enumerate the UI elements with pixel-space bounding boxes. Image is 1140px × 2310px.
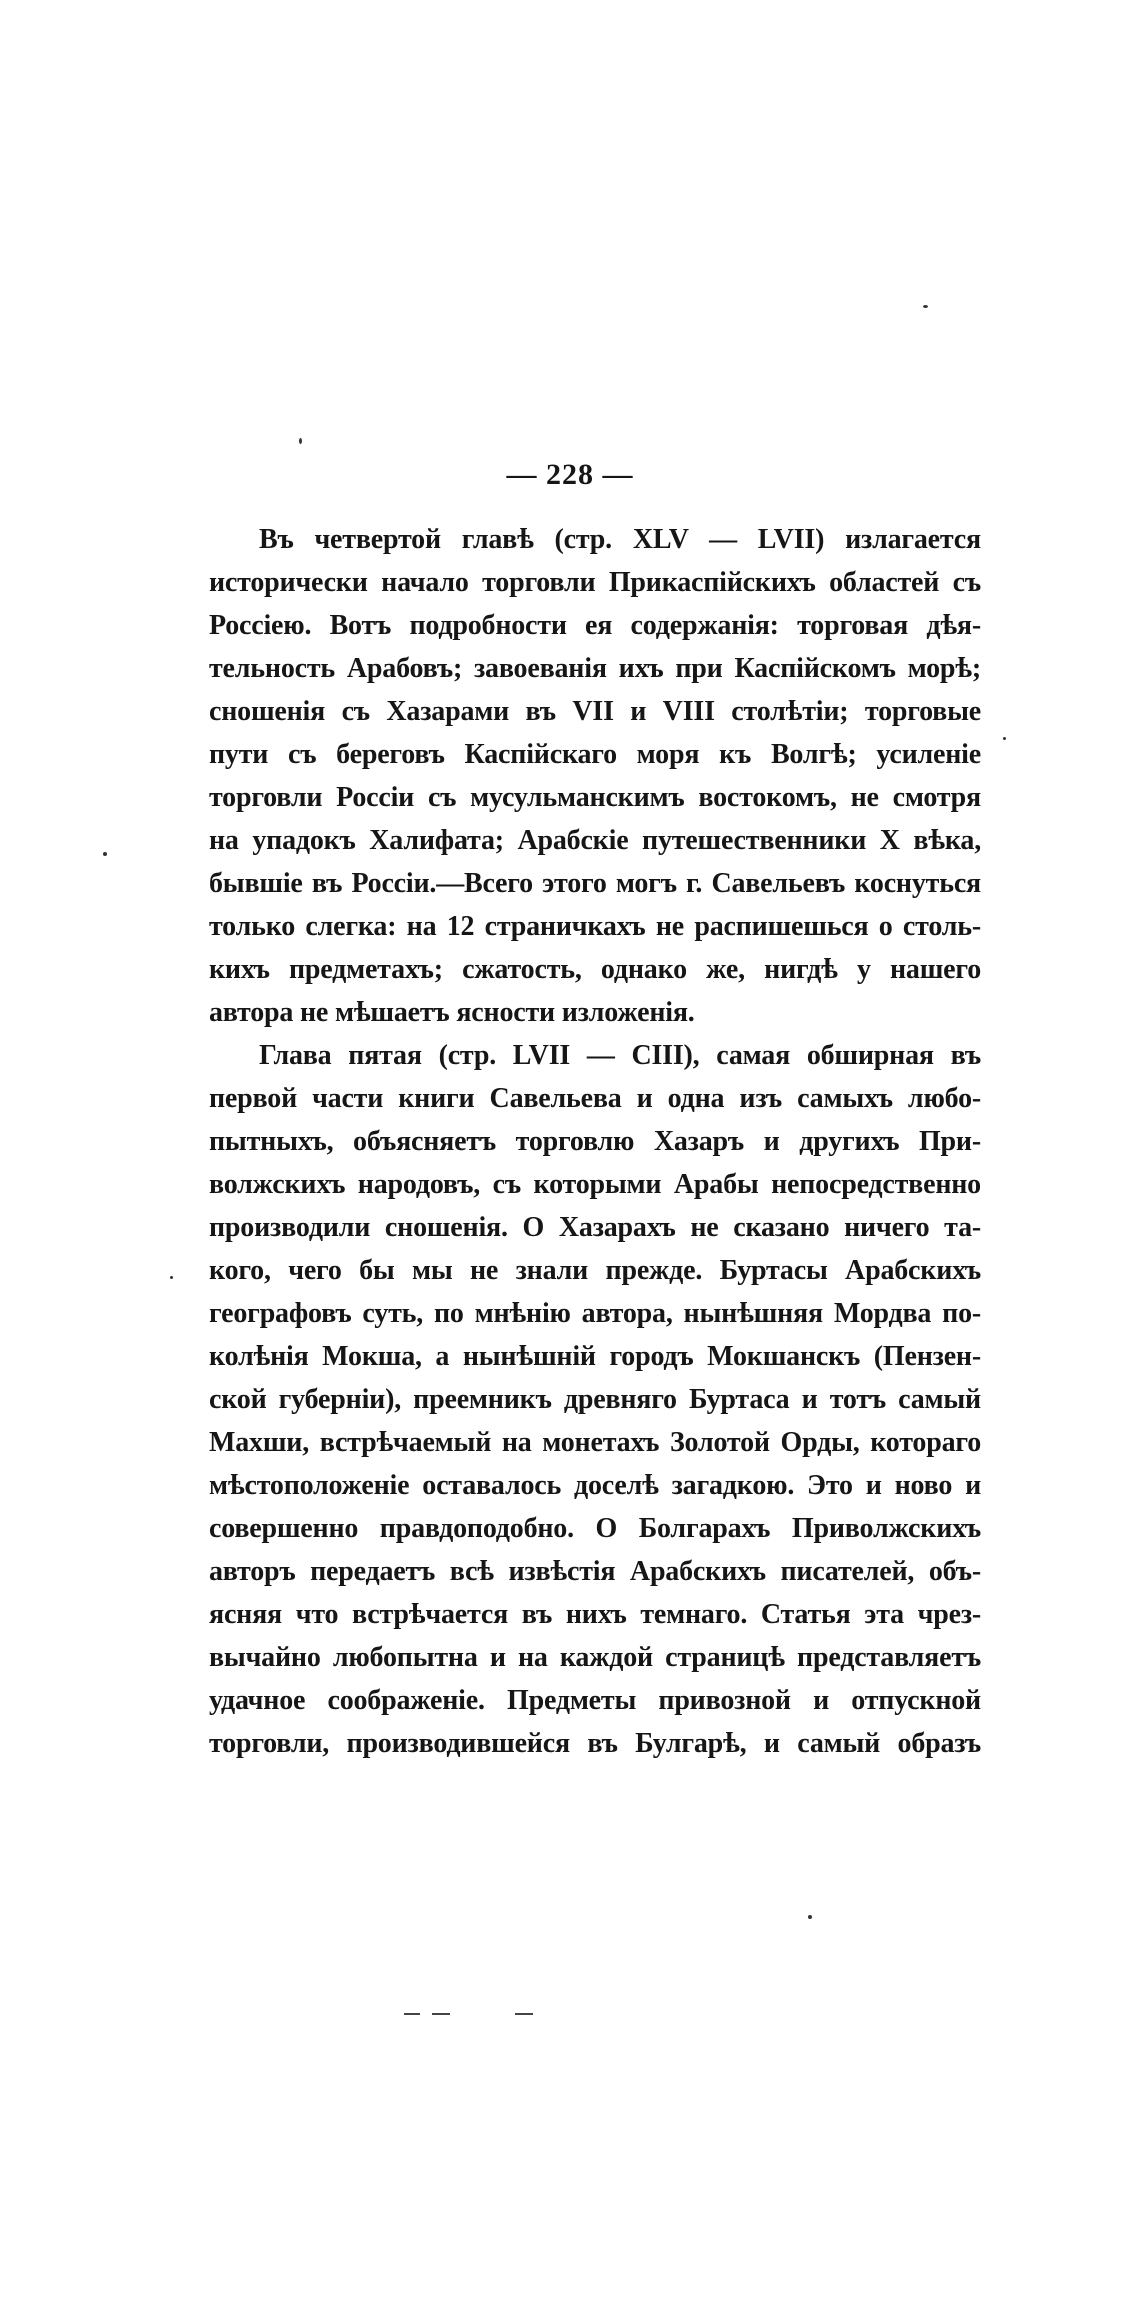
text-line: Махши, встрѣчаемый на монетахъ Золотой Орды, котораго xyxy=(209,1427,981,1458)
text-line: авторъ передаетъ всѣ извѣстія Арабскихъ писателей, объ- xyxy=(209,1556,981,1587)
text-line: кого, чего бы мы не знали прежде. Буртасы Арабскихъ xyxy=(209,1255,981,1286)
scan-mark xyxy=(432,2013,450,2015)
text-line: удачное соображеніе. Предметы привозной и отпускной xyxy=(209,1685,981,1716)
text-line: вычайно любопытна и на каждой страницѣ представляетъ xyxy=(209,1642,981,1673)
text-line: волжскихъ народовъ, съ которыми Арабы непосредственно xyxy=(209,1169,981,1200)
text-line: ской губерніи), преемникъ древняго Буртаса и тотъ самый xyxy=(209,1384,981,1415)
text-line: ясняя что встрѣчается въ нихъ темнаго. Статья эта чрез- xyxy=(209,1599,981,1630)
text-line: Глава пятая (стр. LVII — CIII), самая обширная въ xyxy=(259,1040,981,1071)
scan-speck xyxy=(103,852,107,856)
text-line: производили сношенія. О Хазарахъ не сказано ничего та- xyxy=(209,1212,981,1243)
text-line: кихъ предметахъ; сжатость, однако же, нигдѣ у нашего xyxy=(209,954,981,985)
text-line: автора не мѣшаетъ ясности изложенія. xyxy=(209,997,695,1028)
text-line: первой части книги Савельева и одна изъ самыхъ любо- xyxy=(209,1083,981,1114)
text-line: Въ четвертой главѣ (стр. XLV — LVII) излагается xyxy=(259,524,981,555)
text-line: исторически начало торговли Прикаспійскихъ областей съ xyxy=(209,567,981,598)
text-line: торговли Россіи съ мусульманскимъ востокомъ, не смотря xyxy=(209,782,981,813)
scan-speck xyxy=(170,1276,173,1279)
page-number: — 228 — xyxy=(506,458,634,491)
body-text xyxy=(209,518,981,1765)
scan-mark xyxy=(404,2013,420,2015)
paragraph-2 xyxy=(209,1034,981,1765)
text-line: колѣнія Мокша, а нынѣшній городъ Мокшанскъ (Пензен- xyxy=(209,1341,981,1372)
text-line: мѣстоположеніе оставалось доселѣ загадкою. Это и ново и xyxy=(209,1470,981,1501)
text-line: тельность Арабовъ; завоеванія ихъ при Каспійскомъ морѣ; xyxy=(209,653,981,684)
scan-speck xyxy=(1003,737,1006,740)
text-line: Россіею. Вотъ подробности ея содержанія: торговая дѣя- xyxy=(209,610,981,641)
scan-speck xyxy=(299,438,302,444)
text-line: бывшіе въ Россіи.—Всего этого могъ г. Савельевъ коснуться xyxy=(209,868,981,899)
text-line: совершенно правдоподобно. О Болгарахъ Приволжскихъ xyxy=(209,1513,981,1544)
scan-speck xyxy=(808,1915,812,1919)
scan-mark xyxy=(515,2013,533,2015)
text-line: на упадокъ Халифата; Арабскіе путешественники X вѣка, xyxy=(209,825,981,856)
text-line: сношенія съ Хазарами въ VII и VIII столѣтіи; торговые xyxy=(209,696,981,727)
scan-speck xyxy=(923,305,928,308)
text-line: только слегка: на 12 страничкахъ не распишешься о столь- xyxy=(209,911,981,942)
text-line: торговли, производившейся въ Булгарѣ, и самый образъ xyxy=(209,1728,981,1759)
text-line: пути съ береговъ Каспійскаго моря къ Волгѣ; усиленіе xyxy=(209,739,981,770)
text-line: пытныхъ, объясняетъ торговлю Хазаръ и другихъ При- xyxy=(209,1126,981,1157)
text-line: географовъ суть, по мнѣнію автора, нынѣшняя Мордва по- xyxy=(209,1298,981,1329)
paragraph-1 xyxy=(209,518,981,1034)
